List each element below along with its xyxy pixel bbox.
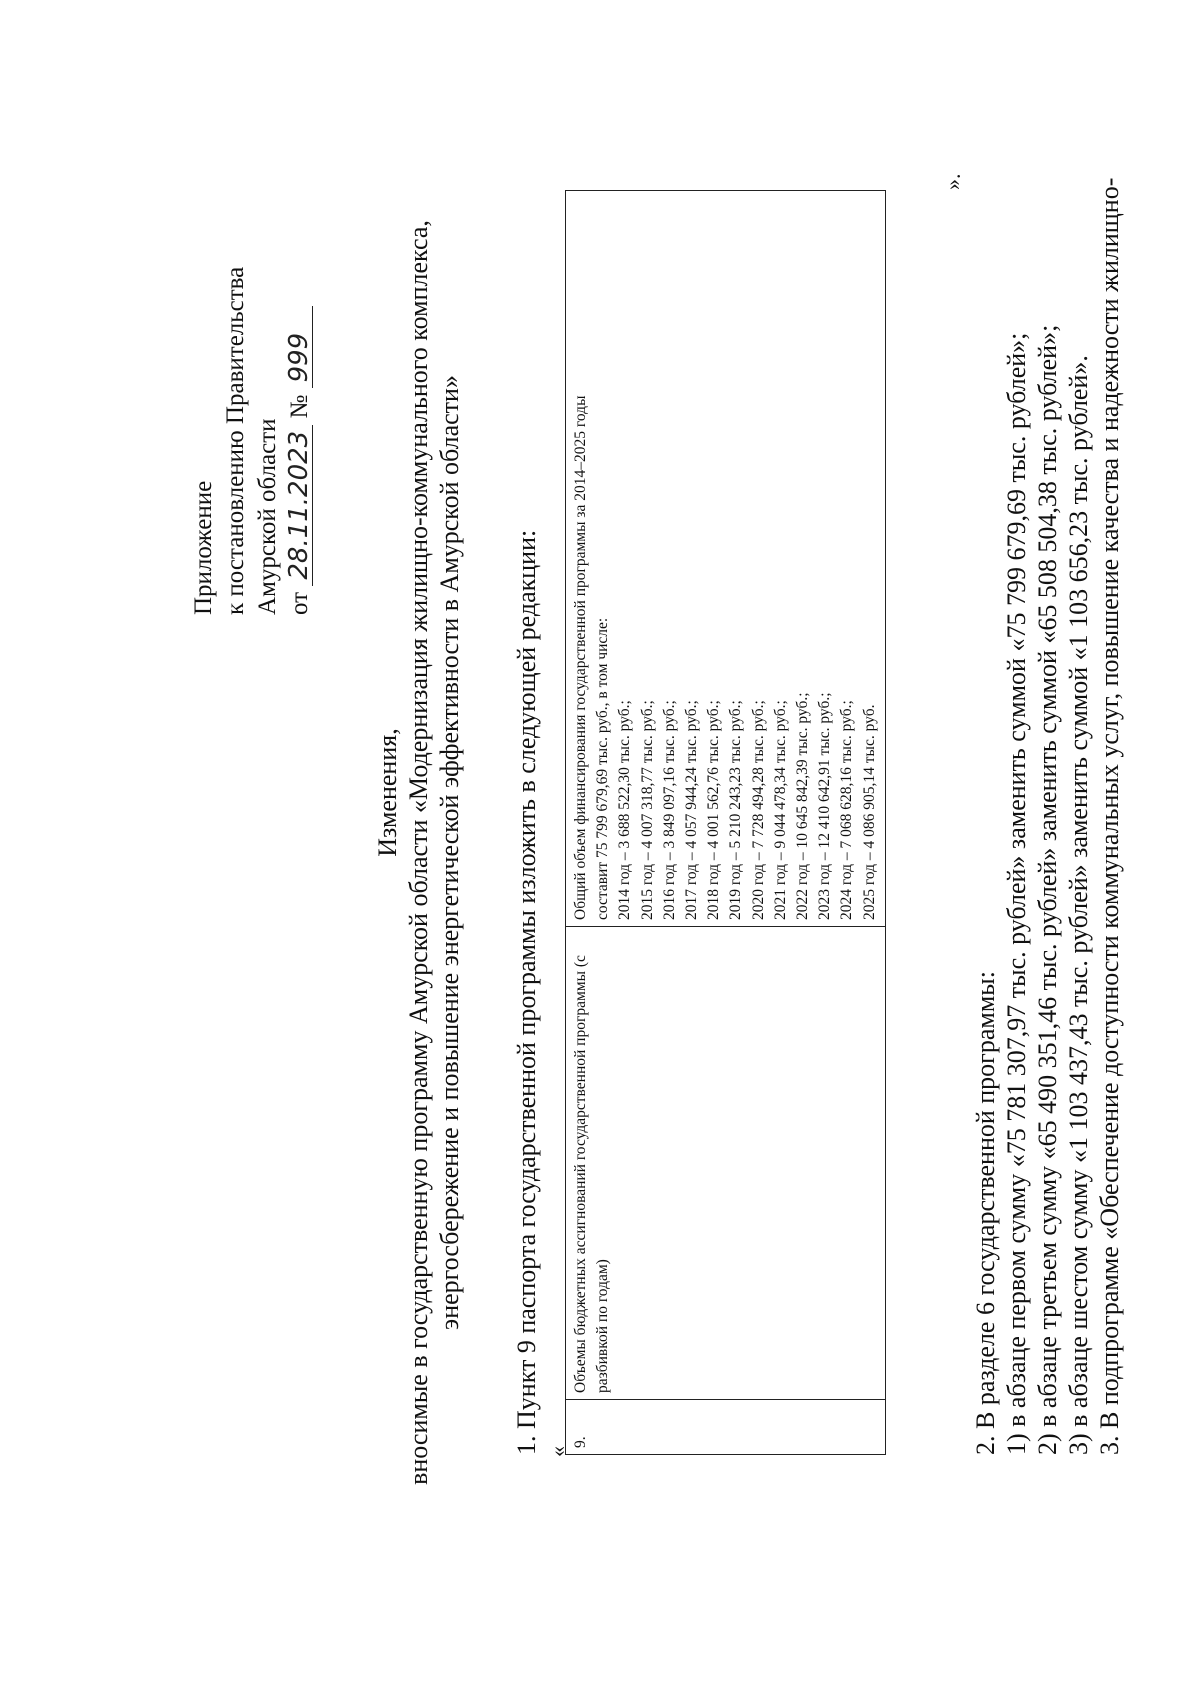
value-line: 2015 год – 4 007 318,77 тыс. руб.; <box>638 700 656 920</box>
appendix-line-decree: к постановлению Правительства <box>222 266 249 615</box>
title-line-1: вносимые в государственную программу Амурской области «Модернизация жилищно-коммунального комплекса, <box>404 220 433 1485</box>
appendix-line-region: Амурской области <box>254 418 281 615</box>
section-2-heading: 2. В разделе 6 государственной программы: <box>971 971 1000 1455</box>
appendix-date-line <box>284 267 316 615</box>
closing-quote: ». <box>940 173 965 190</box>
value-line: 2019 год – 5 210 243,23 тыс. руб.; <box>727 700 745 920</box>
title-line-2: энергосбережение и повышение энергетической эффективности в Амурской области» <box>435 375 464 1330</box>
value-line: 2014 год – 3 688 522,30 тыс. руб.; <box>616 700 634 920</box>
row-value <box>566 191 886 927</box>
appendix-title: Приложение <box>190 480 217 615</box>
appendix-block <box>188 267 316 615</box>
value-line: 2023 год – 12 410 642,91 тыс. руб.; <box>816 692 834 920</box>
passport-table <box>565 190 886 1455</box>
document-title <box>372 0 465 1705</box>
value-line: Общий объем финансирования государственной программы за 2014–2025 годы <box>572 395 589 920</box>
row-label: Объемы бюджетных ассигнований государственной программы (с разбивкой по годам) <box>566 927 886 1400</box>
section-2-item: 2) в абзаце третьем сумму «65 490 351,46 тыс. рублей» заменить суммой «65 508 504,38 тыс. рублей»; <box>1033 324 1062 1455</box>
from-prefix: от <box>286 591 313 615</box>
value-line: 2025 год – 4 086 905,14 тыс. руб. <box>860 704 878 920</box>
value-line: 2021 год – 9 044 478,34 тыс. руб.; <box>771 700 789 920</box>
value-line: составит 75 799 679,69 тыс. руб., в том числе: <box>594 617 612 920</box>
opening-quote: « <box>545 1446 570 1457</box>
row-number: 9. <box>566 1400 886 1455</box>
section-2-item: 1) в абзаце первом сумму «75 781 307,97 тыс. рублей» заменить суммой «75 799 679,69 тыс. рублей»; <box>1002 332 1031 1455</box>
value-line: 2022 год – 10 645 842,39 тыс. руб.; <box>794 692 812 920</box>
title-heading: Изменения, <box>373 728 402 857</box>
value-line: 2016 год – 3 849 097,16 тыс. руб.; <box>660 700 678 920</box>
value-line: 2024 год – 7 068 628,16 тыс. руб.; <box>838 700 856 920</box>
handwritten-number: 999 <box>286 306 313 388</box>
section-2-item: 3) в абзаце шестом сумму «1 103 437,43 тыс. рублей» заменить суммой «1 103 656,23 тыс. рублей». <box>1064 355 1093 1455</box>
value-line: 2020 год – 7 728 494,28 тыс. руб.; <box>749 700 767 920</box>
value-line: 2017 год – 4 057 944,24 тыс. руб.; <box>683 700 701 920</box>
number-sign: № <box>286 394 313 419</box>
value-line: 2018 год – 4 001 562,76 тыс. руб.; <box>705 700 723 920</box>
section-3-paragraph: 3. В подпрограмме «Обеспечение доступности коммунальных услуг, повышение качества и надежности жилищно- <box>1095 177 1124 1455</box>
intro-paragraph: 1. Пункт 9 паспорта государственной программы изложить в следующей редакции: <box>512 529 541 1455</box>
handwritten-date: 28.11.2023 <box>286 425 313 586</box>
table-row <box>566 191 886 1455</box>
